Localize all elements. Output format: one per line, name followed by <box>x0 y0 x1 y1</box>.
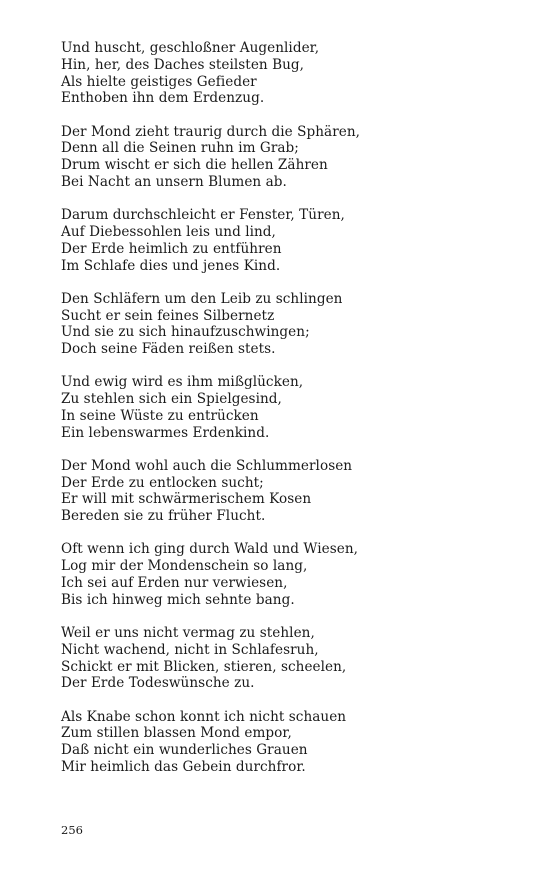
stanza-7 <box>61 541 521 608</box>
page-number: 256 <box>61 823 83 837</box>
stanza-5 <box>61 374 521 441</box>
poem-line: Zu stehlen sich ein Spielgesind, <box>61 391 282 408</box>
poem-line: Hin, her, des Daches steilsten Bug, <box>61 56 305 73</box>
poem-line: In seine Wüste zu entrücken <box>61 407 259 424</box>
poem-line: Und ewig wird es ihm mißglücken, <box>61 374 304 391</box>
poem-line: Als Knabe schon konnt ich nicht schauen <box>61 708 347 725</box>
poem-body <box>61 40 521 792</box>
poem-line: Drum wischt er sich die hellen Zähren <box>61 157 328 174</box>
poem-line: Er will mit schwärmerischem Kosen <box>61 491 312 508</box>
stanza-8 <box>61 625 521 692</box>
poem-line: Der Erde heimlich zu entführen <box>61 240 282 257</box>
poem-line: Oft wenn ich ging durch Wald und Wiesen, <box>61 541 358 558</box>
stanza-1 <box>61 40 521 107</box>
poem-line: Enthoben ihn dem Erdenzug. <box>61 90 265 107</box>
poem-line: Schickt er mit Blicken, stieren, scheelen, <box>61 658 347 675</box>
poem-line: Der Erde zu entlocken sucht; <box>61 474 264 491</box>
poem-line: Log mir der Mondenschein so lang, <box>61 558 308 575</box>
poem-line: Bei Nacht an unsern Blumen ab. <box>61 173 287 190</box>
stanza-3 <box>61 207 521 274</box>
stanza-9 <box>61 709 521 776</box>
poem-line: Sucht er sein feines Silbernetz <box>61 307 275 324</box>
poem-line: Der Erde Todeswünsche zu. <box>61 675 255 692</box>
poem-line: Ich sei auf Erden nur verwiesen, <box>61 575 288 592</box>
poem-line: Denn all die Seinen ruhn im Grab; <box>61 140 299 157</box>
poem-line: Als hielte geistiges Gefieder <box>61 73 257 90</box>
poem-line: Bis ich hinweg mich sehnte bang. <box>61 591 295 608</box>
poem-line: Der Mond wohl auch die Schlummerlosen <box>61 457 353 474</box>
poem-line: Darum durchschleicht er Fenster, Türen, <box>61 207 345 224</box>
stanza-6 <box>61 458 521 525</box>
stanza-4 <box>61 291 521 358</box>
poem-line: Der Mond zieht traurig durch die Sphären, <box>61 123 361 140</box>
poem-line: Daß nicht ein wunderliches Grauen <box>61 742 308 759</box>
poem-line: Zum stillen blassen Mond empor, <box>61 725 292 742</box>
poem-line: Ein lebenswarmes Erdenkind. <box>61 424 270 441</box>
poem-line: Mir heimlich das Gebein durchfror. <box>61 759 306 776</box>
poem-line: Und sie zu sich hinaufzuschwingen; <box>61 324 310 341</box>
poem-line: Doch seine Fäden reißen stets. <box>61 341 276 358</box>
stanza-2 <box>61 124 521 191</box>
poem-line: Und huscht, geschloßner Augenlider, <box>61 40 320 56</box>
poem-line: Nicht wachend, nicht in Schlafesruh, <box>61 641 319 658</box>
poem-line: Im Schlafe dies und jenes Kind. <box>61 257 281 274</box>
poem-line: Weil er uns nicht vermag zu stehlen, <box>61 625 315 642</box>
poem-line: Den Schläfern um den Leib zu schlingen <box>61 290 343 307</box>
poem-line: Auf Diebessohlen leis und lind, <box>61 223 276 240</box>
poem-line: Bereden sie zu früher Flucht. <box>61 508 266 525</box>
